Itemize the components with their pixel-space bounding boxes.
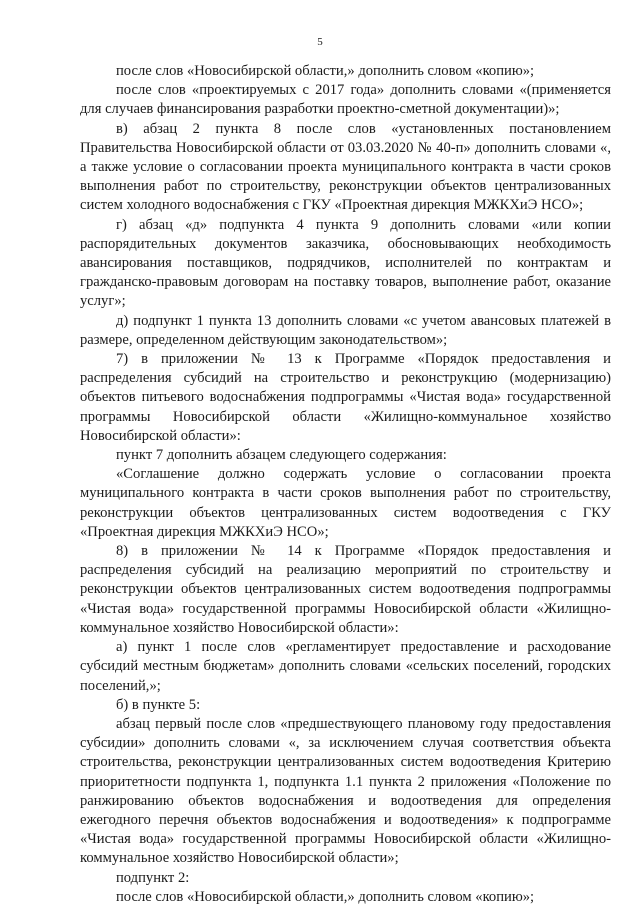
paragraph-6: 7) в приложении № 13 к Программе «Порядок предоставления и распределения субсидий на строительство и реконструкцию (модернизацию) объектов питьевого водоснабжения подпрограммы «Чистая вода» государственной программы Новосибирской области «Жилищно-коммунальное хозяйство Новосибирской области»:: [80, 351, 611, 444]
paragraph-13: подпункт 2:: [116, 869, 190, 886]
paragraph-8: «Соглашение должно содержать условие о согласовании проекта муниципального контракта в части сроков выполнения работ по строительству, реконструкции объектов централизованных систем водоотведения с ГКУ «Проектная дирекция МЖКХиЭ НСО»;: [80, 466, 611, 540]
paragraph-11: б) в пункте 5:: [116, 696, 201, 713]
paragraph-9: 8) в приложении № 14 к Программе «Порядок предоставления и распределения субсидий на реализацию мероприятий по строительству и реконструкции объектов централизованных систем водоотведения подпрограммы «Чистая вода» государственной программы Новосибирской области «Жилищно-коммунальное хозяйство Новосибирской области»:: [80, 543, 611, 636]
paragraph-3: в) абзац 2 пункта 8 после слов «установленных постановлением Правительства Новосибирской области от 03.03.2020 № 40-п» дополнить словами «, а также условие о согласовании проекта муниципального контракта в части сроков выполнения работ по строительству, реконструкции объектов централизованных систем холодного водоснабжения с ГКУ «Проектная дирекция МЖКХиЭ НСО»;: [80, 120, 611, 214]
paragraph-1: после слов «Новосибирской области,» дополнить словом «копию»;: [116, 63, 535, 79]
paragraph-10: а) пункт 1 после слов «регламентирует предоставление и расходование субсидий местным бюджетам» дополнить словами «сельских поселений, городских поселений,»;: [80, 639, 611, 694]
paragraph-4: г) абзац «д» подпункта 4 пункта 9 дополнить словами «или копии распорядительных документов заказчика, обосновывающих необходимость авансирования поставщиков, подрядчиков, исполнителей по контрактам и гражданско-правовым договорам на поставку товаров, выполнение работ, оказание услуг»;: [80, 216, 611, 310]
document-body: [80, 62, 611, 907]
page-number: 5: [317, 36, 323, 48]
paragraph-14: после слов «Новосибирской области,» дополнить словом «копию»;: [116, 888, 535, 905]
paragraph-2: после слов «проектируемых с 2017 года» дополнить словами «(применяется для случаев финансирования разработки проектно-сметной документации)»;: [80, 82, 611, 118]
paragraph-7: пункт 7 дополнить абзацем следующего содержания:: [116, 447, 447, 464]
paragraph-5: д) подпункт 1 пункта 13 дополнить словами «с учетом авансовых платежей в размере, определенном действующим законодательством»;: [80, 312, 611, 348]
paragraph-12: абзац первый после слов «предшествующего плановому году предоставления субсидии» дополнить словами «, за исключением случая соответствия объекта строительства, реконструкции централизованных систем водоотведения Критерию приоритетности подпункта 1, подпункта 1.1 пункта 2 приложения «Положение по ранжированию объектов водоснабжения и водоотведения для определения ежегодного перечня объектов водоснабжения и водоотведения» к подпрограмме «Чистая вода» государственной программы Новосибирской области «Жилищно-коммунальное хозяйство Новосибирской области»;: [80, 715, 611, 867]
